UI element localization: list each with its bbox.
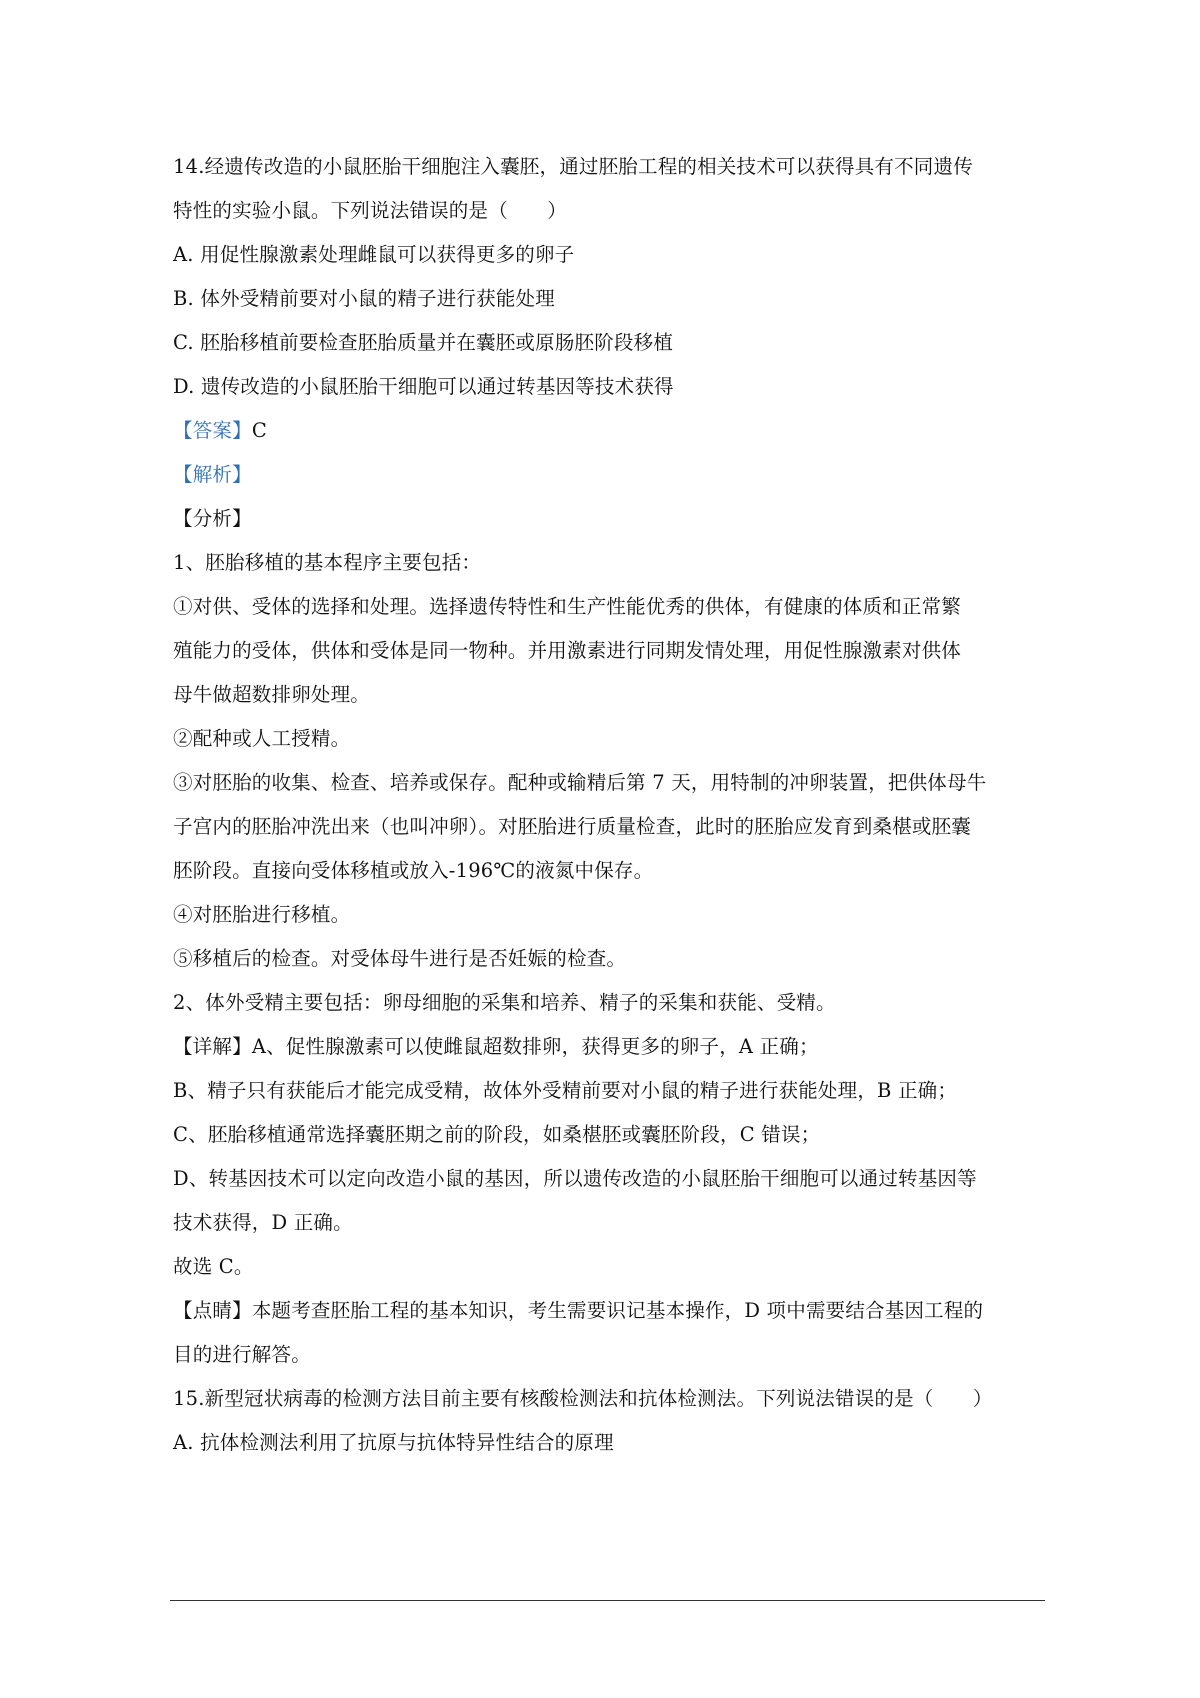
dianjing-text: 本题考查胚胎工程的基本知识，考生需要识记基本操作，D 项中需要结合基因工程的 <box>251 1299 984 1322</box>
q14-option-d: D. 遗传改造的小鼠胚胎干细胞可以通过转基因等技术获得 <box>173 375 674 398</box>
paragraph-1: 1、胚胎移植的基本程序主要包括： <box>173 551 482 574</box>
detail-d-line-1: D、转基因技术可以定向改造小鼠的基因，所以遗传改造的小鼠胚胎干细胞可以通过转基因等 <box>173 1167 977 1190</box>
q14-stem-line-2: 特性的实验小鼠。下列说法错误的是（ ） <box>173 199 568 222</box>
q15-option-a: A. 抗体检测法利用了抗原与抗体特异性结合的原理 <box>173 1431 614 1454</box>
fenxi-tag: 【分析】 <box>173 507 252 530</box>
answer-value: C <box>251 419 267 442</box>
detail-c: C、胚胎移植通常选择囊胚期之前的阶段，如桑椹胚或囊胚阶段，C 错误； <box>173 1123 821 1146</box>
footer-rule <box>170 1600 1045 1601</box>
dianjing-line-2: 目的进行解答。 <box>173 1343 311 1366</box>
q14-option-b: B. 体外受精前要对小鼠的精子进行获能处理 <box>173 287 555 310</box>
answer-tag: 【答案】 <box>173 419 252 442</box>
q14-option-a: A. 用促性腺激素处理雌鼠可以获得更多的卵子 <box>173 243 575 266</box>
detail-b: B、精子只有获能后才能完成受精，故体外受精前要对小鼠的精子进行获能处理，B 正确； <box>173 1079 958 1102</box>
paragraph-2-line-2: 殖能力的受体，供体和受体是同一物种。并用激素进行同期发情处理，用促性腺激素对供体 <box>173 639 962 662</box>
dianjing-line-1 <box>173 1296 1043 1326</box>
paragraph-4-line-3: 胚阶段。直接向受体移植或放入-196℃的液氮中保存。 <box>173 859 654 882</box>
detail-a: A、促性腺激素可以使雌鼠超数排卵，获得更多的卵子，A 正确； <box>251 1035 819 1058</box>
answer-line <box>173 416 1043 446</box>
dianjing-tag: 【点睛】 <box>173 1299 252 1322</box>
q14-option-c: C. 胚胎移植前要检查胚胎质量并在囊胚或原肠胚阶段移植 <box>173 331 674 354</box>
paragraph-7: 2、体外受精主要包括：卵母细胞的采集和培养、精子的采集和获能、受精。 <box>173 991 836 1014</box>
q14-stem-line-1: 14.经遗传改造的小鼠胚胎干细胞注入囊胚，通过胚胎工程的相关技术可以获得具有不同遗传 <box>173 155 973 178</box>
paragraph-2-line-3: 母牛做超数排卵处理。 <box>173 683 371 706</box>
paragraph-4-line-1: ③对胚胎的收集、检查、培养或保存。配种或输精后第 7 天，用特制的冲卵装置，把供体母牛 <box>173 771 987 794</box>
choose-line: 故选 C。 <box>173 1255 254 1278</box>
paragraph-5: ④对胚胎进行移植。 <box>173 903 351 926</box>
q15-stem: 15.新型冠状病毒的检测方法目前主要有核酸检测法和抗体检测法。下列说法错误的是（ ） <box>173 1387 993 1410</box>
detail-tag: 【详解】 <box>173 1035 252 1058</box>
paragraph-3: ②配种或人工授精。 <box>173 727 351 750</box>
analysis-tag: 【解析】 <box>173 463 252 486</box>
paragraph-2-line-1: ①对供、受体的选择和处理。选择遗传特性和生产性能优秀的供体，有健康的体质和正常繁 <box>173 595 962 618</box>
detail-a-line <box>173 1032 1043 1062</box>
detail-d-line-2: 技术获得，D 正确。 <box>173 1211 353 1234</box>
paragraph-4-line-2: 子宫内的胚胎冲洗出来（也叫冲卵）。对胚胎进行质量检查，此时的胚胎应发育到桑椹或胚囊 <box>173 815 971 838</box>
paragraph-6: ⑤移植后的检查。对受体母牛进行是否妊娠的检查。 <box>173 947 627 970</box>
